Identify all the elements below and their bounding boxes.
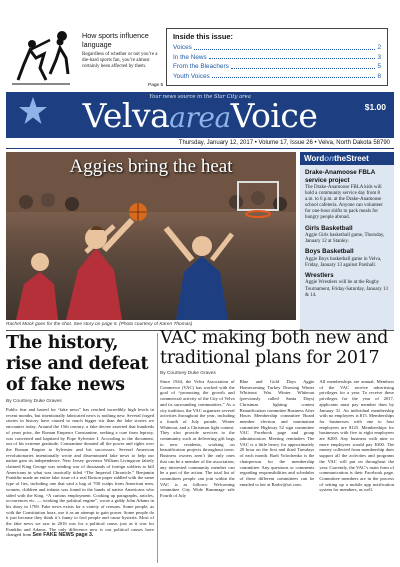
word-on-the-street-sidebar xyxy=(300,152,394,330)
dateline: Thursday, January 12, 2017 • Volume 17, Issue 26 • Velva, North Dakota 58790 xyxy=(6,138,394,149)
inside-this-issue-box xyxy=(166,28,388,86)
vac-columns xyxy=(160,379,394,499)
nameplate xyxy=(6,96,394,135)
toc-item[interactable] xyxy=(173,43,381,53)
promo-title: How sports influence language xyxy=(82,31,149,49)
sidebar-title-word: Word xyxy=(304,154,325,163)
vac-column-3: All memberships are annual. Members of the VAC receive advertising privileges for a year. To receive these privileges for the year of 2017, applicants must pay member dues by January 31. An individual membership with no employees is $15. Memberships for businesses with one to four employees are $125. Memberships for businesses with five to eight employees are $200. Any business with nine or more employees would pay $300. The money collected from membership dues support all the activities and programs the VAC will put on throughout the year. Currently, the VAC’s main form of communication is their Facebook page. Committee members are in the process of setting up a mobile app notification system for members, as well. xyxy=(319,379,395,493)
price: $1.00 xyxy=(364,102,386,112)
sidebar-item-text: Aggie Boys basketball game in Velva, Friday, January 13 against Parshall. xyxy=(305,256,382,268)
vac-headline[interactable]: VAC making both new and traditional plans for 2017 xyxy=(160,328,389,368)
nameplate-voice: Voice xyxy=(230,96,318,135)
toc-item[interactable] xyxy=(173,62,381,72)
fake-news-article xyxy=(6,333,154,539)
top-strip xyxy=(0,0,400,92)
fake-news-body xyxy=(6,407,154,539)
toc-page: 2 xyxy=(377,44,381,51)
masthead xyxy=(6,92,394,138)
toc-leader xyxy=(231,62,376,69)
sidebar-item-head: Boys Basketball xyxy=(305,248,354,256)
fake-news-body-text: Public fear and hatred for “fake news” has reached incredibly high levels in recent months, but intentionally fabricated news is nothing new. Several forged stories in history have caused so much bigger stir than the fake stories we encounter today. Around the 15th century, a fake decree asserted that hundreds of years prior, the Roman Emperor Constantine, seeking a cure from leprosy, was converted and baptized by Pope Sylvester I. According to the document, out of his extreme gratitude, Constantine donated all the power and rights over the Roman Empire to Sylvester and his successors. Several American revolutionaries intentionally wrote and disseminated fake news to help our nation gain its independence. New Jersey governor William Livingston falsely claimed King George was sending war of thousands of foreign soldiers to kill Americans in what was ironically titled “The Imperial Chronicle.” Benjamin Franklin made an entire fake issue of a real Boston paper riddled with the same type of lies, including one that said a bag of 700 scalps from American men, women, children and infants was found in the hands of native Americans who sided with the King. “A curious employment. Cooking up paragraphs, articles, occurrences etc. — working the political engine”, wrote a giddy John Adams in his diary in 1769. Fake news exists for a variety of reasons. Some people, as with the Constitution hoax, use it as an attempt to gain power. Some people do it just because they think it’s funny to fool people and cause hysteria. Most of the fake news we saw in 2016 was for a political cause, just as it was for Franklin and Adams. The only difference now is our political causes have changed from xyxy=(6,407,154,538)
nameplate-area: area xyxy=(169,101,231,134)
toc-label: Youth Voices xyxy=(173,72,210,80)
vac-column-2: Blue and Gold Days Aggie Homecoming Turkey Drawing Winter Whiteout Was Winter Whiteout (previously called Santa Days) Christmas lighting contest Beautification committee Business After Hours Membership committee Board member election and nomination committee Highway 52 sign committee VAC Facebook page and group administrators Meeting reminders The VAC is a little heavy for approximately 20 hour on the first and third Tuesdays of each month. Barb Volochenko is the chairperson for the membership committee. Any questions or comments regarding responsibilities and schedules of these different committees can be emailed to her at Barbv@srt.com. xyxy=(239,379,315,487)
toc-label: Voices xyxy=(173,44,192,51)
column-divider xyxy=(157,333,158,563)
teammate xyxy=(16,253,58,320)
fake-news-byline: By Courtney Duke Graves xyxy=(6,399,62,404)
sidebar-item-text: Aggie Girls basketball game, Thursday, January 12 at Stanley. xyxy=(305,233,385,245)
sidebar-item-head: Girls Basketball xyxy=(305,224,353,232)
defender xyxy=(166,228,232,320)
toc-leader xyxy=(212,72,376,79)
vac-column-1: Since 1944, the Velva Association of Commerce (VAC) has worked with the goal of “promoting the growth and commercial activity of the City of Velva and its surrounding communities.” As a city tradition, the VAC organizes several activities throughout the year, including a fourth of July parade, Winter Whiteout, and a Christmas light contest. They also provide services to the community such as delivering gift bags to new residents, working on beautification projects throughout town. Business owners aren’t the only ones that can be a member of the association; any interested community member can be a part of the action. The total list of committees people can join within the VAC is as follows: Welcoming committee City Wide Rummage sale Fourth of July xyxy=(160,379,235,499)
toc-item[interactable] xyxy=(173,53,381,63)
lead-photo[interactable] xyxy=(6,152,296,320)
photo-headline: Aggies bring the heat xyxy=(69,156,233,177)
toc-leader xyxy=(194,43,376,50)
inside-title: Inside this issue: xyxy=(173,32,233,41)
sidebar-item-text: Aggie Wrestlers will be at the Rugby Tournament, Friday-Saturday, January 13 & 14. xyxy=(305,280,389,298)
basketball-players-art xyxy=(10,28,72,86)
jump-link[interactable]: See FAKE NEWS page 3. xyxy=(32,532,94,539)
sidebar-title-street: theStreet xyxy=(334,154,369,163)
vac-article xyxy=(160,328,394,499)
photo-caption: Rachel Mock goes for the shot. See story on page 5. (Photo courtesy of Karen Thomas) xyxy=(6,322,193,327)
toc-item[interactable] xyxy=(173,72,381,82)
sidebar-item-head: Wrestlers xyxy=(305,271,334,279)
promo-page[interactable]: Page 5 xyxy=(148,83,164,88)
nameplate-velva: Velva xyxy=(82,96,170,135)
fake-news-headline[interactable]: The history, rise and defeat of fake news xyxy=(6,333,149,395)
tagline: Your news source in the Star City area xyxy=(149,94,251,100)
sidebar-item-head: Drake-Anamoose FBLA service project xyxy=(305,169,376,184)
sidebar-title-on: on xyxy=(324,154,335,163)
toc-page: 8 xyxy=(377,72,381,80)
toc-page: 5 xyxy=(377,63,381,71)
toc-label: In the News xyxy=(173,53,207,61)
toc-page: 3 xyxy=(377,53,381,61)
vac-byline: By Courtney Duke Graves xyxy=(160,371,216,376)
player-shooting xyxy=(66,220,132,320)
toc-label: From the Bleachers xyxy=(173,63,229,71)
sidebar-title xyxy=(300,152,394,165)
sidebar-item-text: The Drake-Anamoose FBLA kids will hold a community service day from 8 a.m. to 6 p.m. at the Drake-Anamoose school cafeteria. Anyone can volunteer for one-hour shifts to pack meals for hungry people abroad. xyxy=(305,185,383,221)
promo-text: Regardless of whether or not you’re a die-hard sports fan, you’re almost certainly been affected by them. xyxy=(82,52,158,70)
toc-leader xyxy=(209,53,376,60)
